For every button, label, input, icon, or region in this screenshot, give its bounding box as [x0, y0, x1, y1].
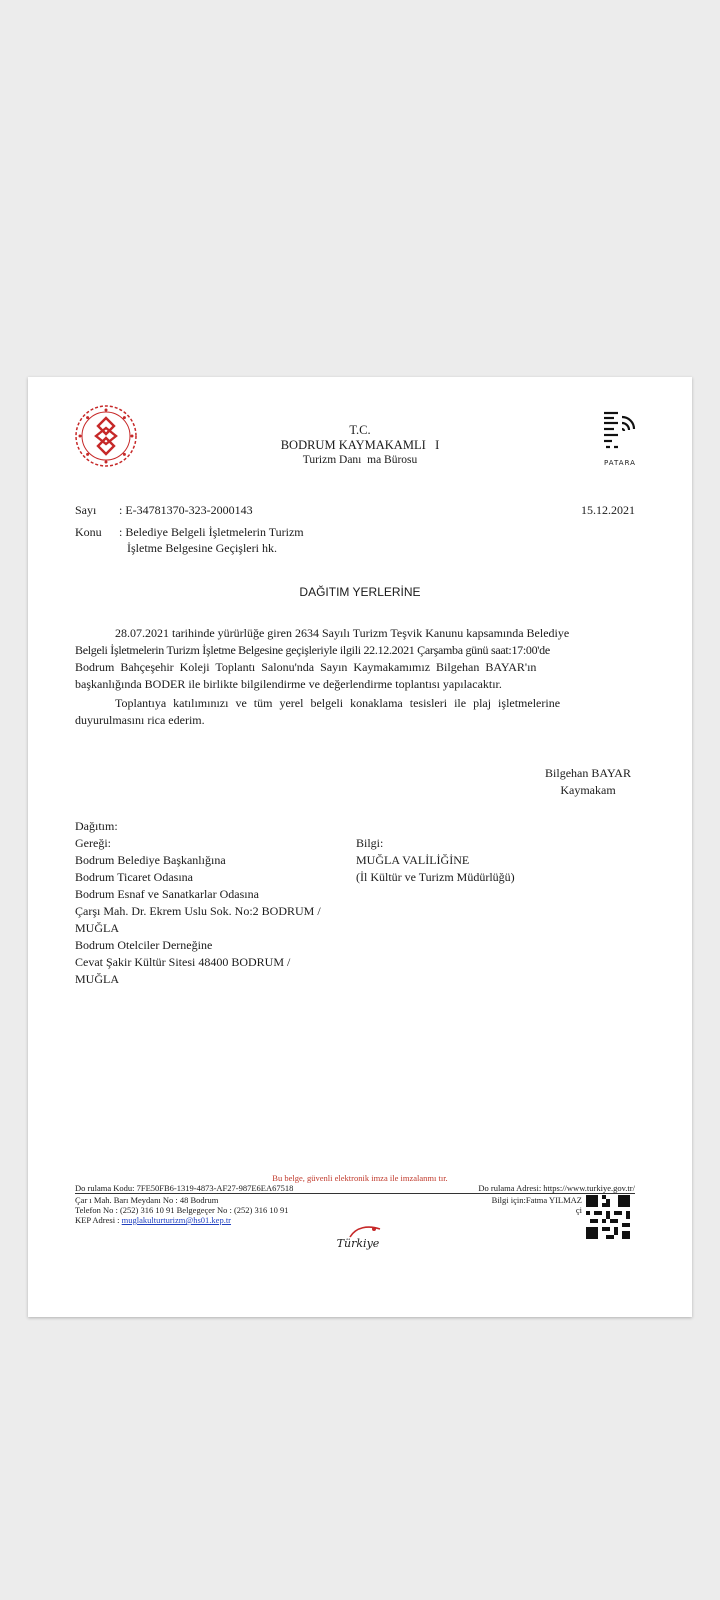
document-number-row	[75, 502, 635, 518]
bilgi-label: Bilgi:	[356, 836, 384, 850]
turkiye-logo-icon	[328, 1225, 388, 1257]
distribution-left	[75, 818, 355, 988]
body-line: 28.07.2021 tarihinde yürürlüğe giren 2634 Sayılı Turizm Teşvik Kanunu kapsamında Belediye	[115, 626, 570, 640]
info-block	[428, 1195, 582, 1215]
body-line: Toplantıya katılımınızı ve tüm yerel belgeli konaklama tesisleri ile plaj işletmelerine	[115, 696, 561, 710]
list-item: Bodrum Ticaret Odasına	[75, 870, 193, 884]
distribution-heading: Dağıtım:	[75, 819, 118, 833]
letter-header	[28, 423, 692, 468]
qr-code-icon	[586, 1195, 630, 1239]
list-item: MUĞLA VALİLİĞİNE	[356, 853, 470, 867]
phone-fax: Telefon No : (252) 316 10 91 Belgegeçer No : (252) 316 10 91	[75, 1205, 289, 1215]
list-item: MUĞLA	[75, 972, 119, 986]
list-item: Çarşı Mah. Dr. Ekrem Uslu Sok. No:2 BODRUM /	[75, 904, 321, 918]
header-tc: T.C.	[349, 423, 371, 437]
header-office: BODRUM KAYMAKAMLI I	[280, 438, 440, 452]
body-line: Bodrum Bahçeşehir Koleji Toplantı Salonu'nda Sayın Kaymakamımız Bilgehan BAYAR'ın	[75, 660, 537, 674]
body-paragraph-1	[75, 625, 642, 693]
sayi-value: : E-34781370-323-2000143	[119, 503, 253, 517]
body-line: Belgeli İşletmelerin Turizm İşletme Belgesine geçişleriyle ilgili 22.12.2021 Çarşamba günü saat:17:00'de	[75, 643, 550, 657]
konu-line2: İşletme Belgesine Geçişleri hk.	[127, 541, 277, 555]
kep-link[interactable]: muglakulturturizm@hs01.kep.tr	[121, 1215, 232, 1225]
list-item: Bodrum Esnaf ve Sanatkarlar Odasına	[75, 887, 259, 901]
signer-title: Kaymakam	[560, 783, 616, 797]
konu-label: Konu	[75, 525, 102, 539]
sayi-label: Sayı	[75, 503, 97, 517]
esign-notice: Bu belge, güvenli elektronik imza ile imzalanmı tır.	[272, 1173, 448, 1183]
signature-block	[528, 765, 648, 799]
list-item: Bodrum Otelciler Derneğine	[75, 938, 213, 952]
recipient-heading: DAĞITIM YERLERİNE	[299, 585, 421, 599]
contact-block	[75, 1195, 475, 1225]
list-item: MUĞLA	[75, 921, 119, 935]
subject-block	[75, 524, 475, 556]
verify-code: Do rulama Kodu: 7FE50FB6-1319-4873-AF27-987E6EA67518	[75, 1183, 294, 1193]
info-suffix: çi	[575, 1205, 582, 1215]
kep-label: KEP Adresi :	[75, 1215, 122, 1225]
office-address: Çar ı Mah. Barı Meydanı No : 48 Bodrum	[75, 1195, 219, 1205]
header-department: Turizm Danı ma Bürosu	[302, 454, 418, 466]
patara-logo-icon	[598, 409, 642, 467]
konu-line1: : Belediye Belgeli İşletmelerin Turizm	[119, 525, 304, 539]
list-item: Bodrum Belediye Başkanlığına	[75, 853, 226, 867]
list-item: (İl Kültür ve Turizm Müdürlüğü)	[356, 870, 515, 884]
document-page	[28, 377, 692, 1317]
list-item: Cevat Şakir Kültür Sitesi 48400 BODRUM /	[75, 955, 291, 969]
verify-address: Do rulama Adresi: https://www.turkiye.gov.tr/	[478, 1183, 635, 1193]
patara-caption: PATARA	[604, 459, 636, 467]
signer-name: Bilgehan BAYAR	[545, 766, 631, 780]
distribution-right	[356, 835, 636, 886]
body-line: duyurulmasını rica ederim.	[75, 713, 205, 727]
body-paragraph-2	[75, 695, 642, 729]
verify-row	[75, 1183, 635, 1193]
document-date: 15.12.2021	[581, 503, 635, 517]
footer-divider	[75, 1193, 635, 1194]
info-contact: Bilgi için:Fatma YILMAZ	[491, 1195, 582, 1205]
body-line: başkanlığında BODER ile birlikte bilgilendirme ve değerlendirme toplantısı yapılacaktır.	[75, 677, 502, 691]
turkiye-logo-text: Türkiye	[336, 1237, 380, 1250]
gereği-label: Gereği:	[75, 836, 111, 850]
